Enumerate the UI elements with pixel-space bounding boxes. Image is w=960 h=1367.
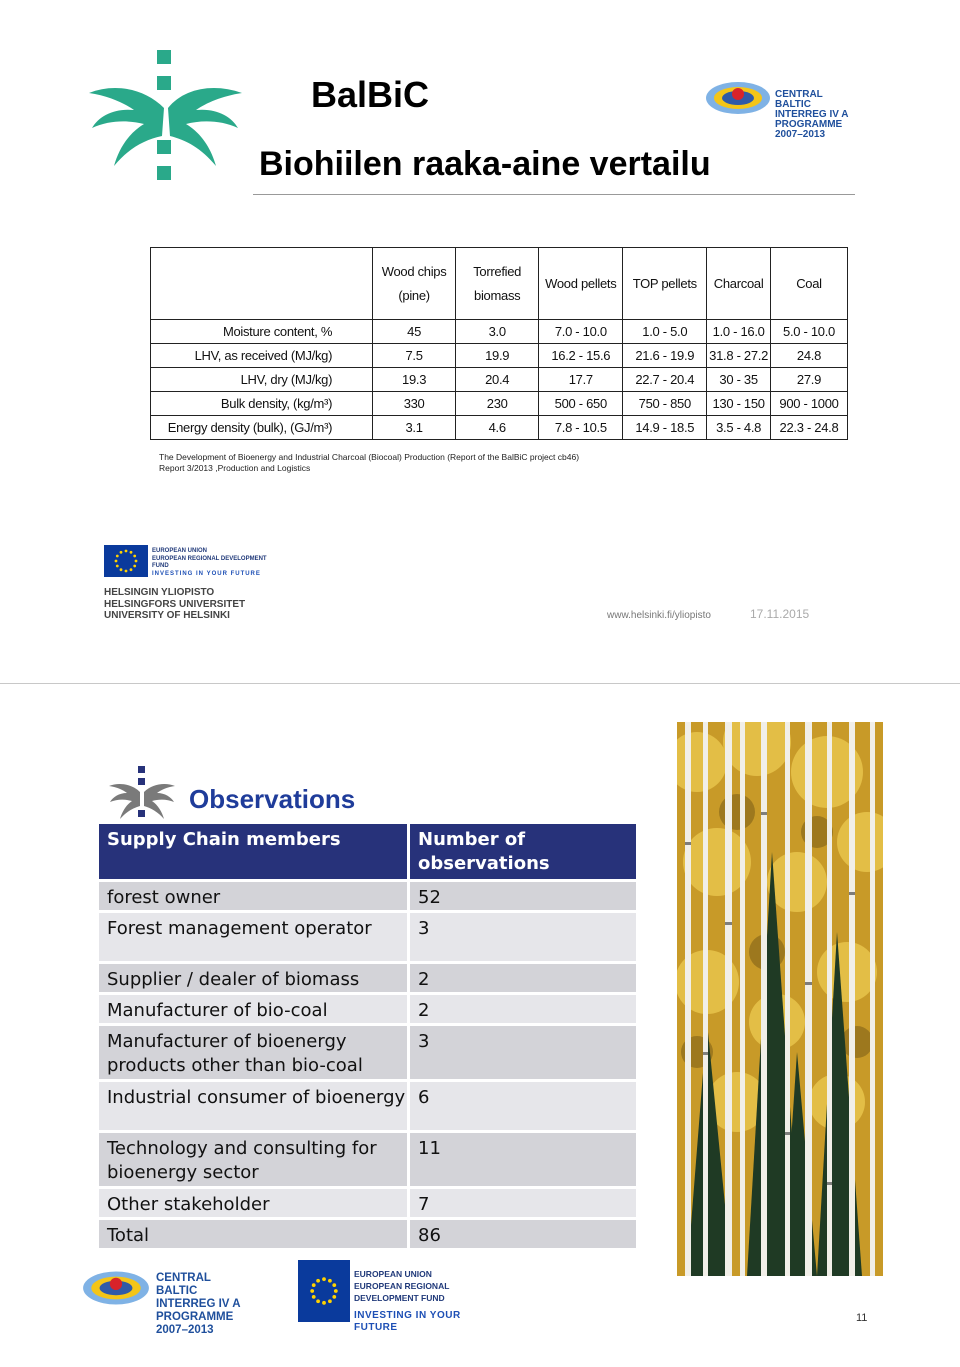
header-cell	[410, 824, 636, 882]
central-baltic-logo	[703, 78, 858, 140]
fuel-comparison-table	[150, 247, 848, 440]
count-cell: 3	[410, 913, 636, 964]
table-cell: 22.7 - 20.4	[623, 368, 707, 392]
table-cell: 31.8 - 27.2	[707, 344, 771, 368]
table-row	[99, 1189, 636, 1220]
header-cell: TOP pellets	[623, 248, 707, 320]
cb-line-4: 2007–2013	[156, 1324, 214, 1336]
table-cell: 20.4	[456, 368, 539, 392]
table-row	[99, 995, 636, 1026]
member-cell: Supplier / dealer of biomass	[99, 964, 410, 995]
table-cell: 19.3	[373, 368, 456, 392]
table-row	[151, 392, 848, 416]
table-row	[151, 344, 848, 368]
row-label: Energy density (bulk), (GJ/m³)	[151, 416, 373, 440]
table-header-row	[99, 824, 636, 882]
header-cell	[456, 248, 539, 320]
table-cell: 1.0 - 5.0	[623, 320, 707, 344]
table-cell: 3.5 - 4.8	[707, 416, 771, 440]
table-row	[99, 1220, 636, 1251]
header-number-of: Number of	[418, 829, 526, 850]
header-cell	[373, 248, 456, 320]
header-cell: Wood pellets	[539, 248, 623, 320]
row-label: Moisture content, %	[151, 320, 373, 344]
page-number: 11	[856, 1312, 868, 1324]
central-baltic-emblem-icon	[80, 1266, 152, 1310]
table-cell: 7.8 - 10.5	[539, 416, 623, 440]
eu-line-3: INVESTING IN YOUR FUTURE	[152, 570, 261, 577]
university-flame-logo	[84, 48, 244, 198]
eu-line-2: EUROPEAN REGIONAL DEVELOPMENT FUND	[354, 1281, 450, 1303]
row-label: LHV, dry (MJ/kg)	[151, 368, 373, 392]
page-title: Observations	[189, 784, 356, 814]
cb-line-3: PROGRAMME	[775, 119, 843, 130]
eu-stars-icon	[298, 1260, 350, 1322]
table-row	[151, 368, 848, 392]
table-cell: 21.6 - 19.9	[623, 344, 707, 368]
page-title: BalBiC	[311, 74, 430, 115]
eu-line-3: INVESTING IN YOUR FUTURE	[354, 1310, 461, 1333]
member-cell: Other stakeholder	[99, 1189, 410, 1220]
table-cell: 7.0 - 10.0	[539, 320, 623, 344]
count-cell: 2	[410, 964, 636, 995]
cb-line-3: PROGRAMME	[156, 1311, 234, 1323]
eu-fund-logo	[104, 545, 274, 579]
table-cell: 750 - 850	[623, 392, 707, 416]
university-name	[104, 587, 245, 622]
member-cell: Manufacturer of bio-coal	[99, 995, 410, 1026]
table-cell: 5.0 - 10.0	[770, 320, 847, 344]
footer-date: 17.11.2015	[750, 607, 810, 621]
central-baltic-logo	[80, 1262, 250, 1336]
table-header-row	[151, 248, 848, 320]
source-note	[159, 452, 679, 474]
row-label: LHV, as received (MJ/kg)	[151, 344, 373, 368]
table-cell: 17.7	[539, 368, 623, 392]
member-cell: Industrial consumer of bioenergy	[99, 1082, 410, 1133]
count-cell: 11	[410, 1133, 636, 1189]
table-cell: 19.9	[456, 344, 539, 368]
cb-line-4: 2007–2013	[775, 129, 826, 140]
table-cell: 900 - 1000	[770, 392, 847, 416]
university-flame-logo-grey	[107, 764, 177, 824]
source-line-1: The Development of Bioenergy and Industrial Charcoal (Biocoal) Production (Report of the BalBiC project cb46)	[159, 452, 580, 462]
member-cell	[99, 1026, 410, 1082]
footer-url: www.helsinki.fi/yliopisto	[607, 610, 711, 621]
eu-line-2: EUROPEAN REGIONAL DEVELOPMENT FUND	[152, 555, 267, 569]
table-row	[99, 1026, 636, 1082]
table-row	[99, 1133, 636, 1189]
table-row	[99, 913, 636, 964]
eu-flag-icon	[298, 1260, 350, 1322]
header-wood-chips-line-2: (pine)	[398, 287, 430, 303]
table-row	[99, 882, 636, 913]
table-row	[151, 320, 848, 344]
cb-line-1: CENTRAL BALTIC	[775, 89, 823, 110]
header-wood-chips-line-1: Wood chips	[381, 263, 447, 279]
table-cell: 30 - 35	[707, 368, 771, 392]
eu-stars-icon	[104, 545, 148, 577]
university-name-sv: HELSINGFORS UNIVERSITET	[104, 598, 246, 610]
count-cell: 52	[410, 882, 636, 913]
table-cell: 4.6	[456, 416, 539, 440]
member-line-2: bioenergy sector	[107, 1162, 259, 1183]
table-cell: 45	[373, 320, 456, 344]
table-cell: 3.1	[373, 416, 456, 440]
table-cell: 27.9	[770, 368, 847, 392]
header-cell: Coal	[770, 248, 847, 320]
slide-2	[0, 684, 960, 1367]
count-cell: 3	[410, 1026, 636, 1082]
slide-1	[0, 0, 960, 683]
page-subtitle: Biohiilen raaka-aine vertailu	[259, 145, 711, 183]
member-line-1: Manufacturer of bioenergy	[107, 1031, 347, 1052]
central-baltic-emblem-icon	[703, 78, 773, 118]
header-torrefied-line-2: biomass	[474, 287, 521, 303]
title-divider	[253, 194, 855, 195]
header-cell: Supply Chain members	[99, 824, 410, 882]
table-cell: 1.0 - 16.0	[707, 320, 771, 344]
count-cell: 7	[410, 1189, 636, 1220]
observations-table	[99, 824, 636, 1251]
member-line-1: Technology and consulting for	[107, 1138, 377, 1159]
count-cell: 2	[410, 995, 636, 1026]
table-cell: 130 - 150	[707, 392, 771, 416]
count-cell: 86	[410, 1220, 636, 1251]
university-name-en: UNIVERSITY OF HELSINKI	[104, 610, 230, 621]
header-observations: observations	[418, 853, 550, 874]
cb-line-1: CENTRAL BALTIC	[156, 1272, 211, 1297]
header-cell: Charcoal	[707, 248, 771, 320]
cb-line-2: INTERREG IV A	[156, 1298, 241, 1310]
member-cell: Total	[99, 1220, 410, 1251]
university-name-fi: HELSINGIN YLIOPISTO	[104, 587, 215, 598]
eu-line-1: EUROPEAN UNION	[152, 548, 208, 554]
table-cell: 330	[373, 392, 456, 416]
table-cell: 24.8	[770, 344, 847, 368]
table-cell: 500 - 650	[539, 392, 623, 416]
row-label: Bulk density, (kg/m³)	[151, 392, 373, 416]
eu-line-1: EUROPEAN UNION	[354, 1269, 432, 1279]
table-cell: 7.5	[373, 344, 456, 368]
header-cell	[151, 248, 373, 320]
member-line-2: products other than bio-coal	[107, 1055, 363, 1076]
table-cell: 14.9 - 18.5	[623, 416, 707, 440]
table-row	[99, 1082, 636, 1133]
cb-line-2: INTERREG IV A	[775, 109, 849, 120]
table-cell: 3.0	[456, 320, 539, 344]
eu-flag-icon	[104, 545, 148, 577]
member-cell: Forest management operator	[99, 913, 410, 964]
table-cell: 22.3 - 24.8	[770, 416, 847, 440]
header-torrefied-line-1: Torrefied	[473, 263, 522, 279]
table-cell: 230	[456, 392, 539, 416]
birch-forest-photo	[677, 722, 883, 1276]
eu-fund-logo	[298, 1260, 498, 1333]
table-row	[151, 416, 848, 440]
count-cell: 6	[410, 1082, 636, 1133]
table-row	[99, 964, 636, 995]
member-cell: forest owner	[99, 882, 410, 913]
member-cell	[99, 1133, 410, 1189]
source-line-2: Report 3/2013 ,Production and Logistics	[159, 463, 311, 473]
table-cell: 16.2 - 15.6	[539, 344, 623, 368]
